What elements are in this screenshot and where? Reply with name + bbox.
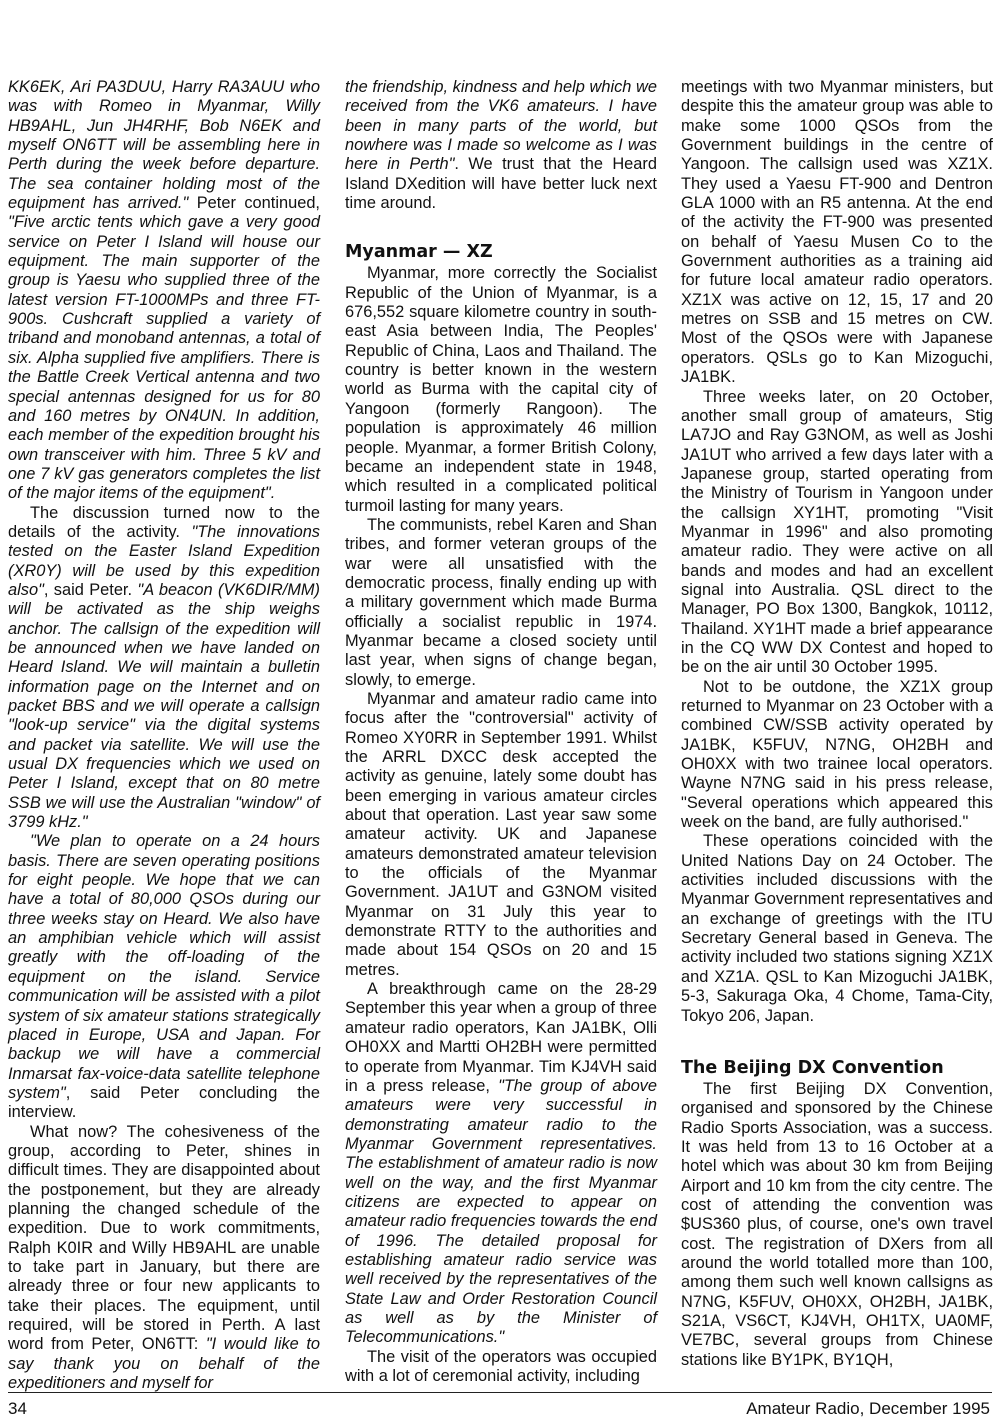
paragraph: Myanmar and amateur radio came into focus after the "controversial" activity of Romeo XY0RR in September 1991. Whilst the ARRL DXCC desk accepted the activity as genuine, lately some doubt has been emerging in various amateur circles about that operation. Last year saw some amateur activity. UK and Japanese amateurs demonstrated amateur television to the officials of the Myanmar Government. JA1UT and G3NOM visited Myanmar on 31 July this year to demonstrate RTTY to the authorities and made about 154 QSOs on 20 and 15 metres. bbox=[345, 689, 657, 979]
paragraph: meetings with two Myanmar ministers, but despite this the amateur group was able to make some 1000 QSOs from the Government buildings in the centre of Yangoon. The callsign used was XZ1X. They used a Yaesu FT-900 and Dentron GLA 1000 with an R5 antenna. At the end of the activity the FT-900 was presented on behalf of Yaesu Musen Co to the Government authorities as a training aid for future local amateur radio operators. XZ1X was active on 12, 15, 17 and 20 metres on SSB and 15 metres on CW. Most of the QSOs were with Japanese operators. QSLs go to Kan Mizoguchi, JA1BK. bbox=[681, 78, 993, 387]
column-3 bbox=[681, 78, 993, 1370]
column-2 bbox=[345, 78, 657, 1386]
paragraph: "We plan to operate on a 24 hours basis. There are seven operating positions for eight people. We hope that we can have a total of 80,000 QSOs during our three weeks stay on Heard. We also have an amphibian vehicle which will assist greatly with the off-loading of the equipment on the island. Service communication will be assisted with a pilot system of six amateur stations strategically placed in Europe, USA and Japan. For backup we will have a commercial Inmarsat fax-voice-data satellite telephone system", said Peter concluding the interview. bbox=[8, 832, 320, 1122]
paragraph: The communists, rebel Karen and Shan tribes, and former veteran groups of the war were all unsatisfied with the democratic process, finally ending up with a military government which made Burma officially a socialist republic in 1974. Myanmar became a closed society until last year, when signs of change began, slowly, to emerge. bbox=[345, 515, 657, 689]
paragraph: What now? The cohesiveness of the group, according to Peter, shines in difficult times. They are disappointed about the postponement, but they are already planning the changed schedule of the expedition. Due to work commitments, Ralph K0IR and Willy HB9AHL are unable to take part in January, but there are already three or four new applicants to take their places. The equipment, until required, will be stored in Perth. A last word from Peter, ON6TT: "I would like to say thank you on behalf of the expeditioners and myself for bbox=[8, 1122, 321, 1393]
paragraph: the friendship, kindness and help which we received from the VK6 amateurs. I have been in many parts of the world, but nowhere was I made so welcome as I was here in Perth". We trust that the Heard Island DXedition will have better luck next time around. bbox=[345, 78, 657, 213]
paragraph: Myanmar, more correctly the Socialist Republic of the Union of Myanmar, is a 676,552 square kilometre country in south-east Asia between India, The Peoples' Republic of China, Laos and Thailand. The country is better known in the western world as Burma with the capital city of Yangoon (formerly Rangoon). The population is approximately 46 million people. Myanmar, a former British Colony, became an independent state in 1948, which resulted in a complicated political turmoil lasting for many years. bbox=[345, 264, 657, 515]
section-heading-myanmar: Myanmar — XZ bbox=[345, 242, 493, 263]
paragraph: Three weeks later, on 20 October, another small group of amateurs, Stig LA7JO and Ray G3NOM, as well as Joshi JA1UT who arrived a few days later with a Japanese group, started operating from the Ministry of Tourism in Yangoon under the callsign XY1HT, promoting "Visit Myanmar in 1996" and also promoting amateur radio. They were active on all bands and modes and had an excellent signal into Australia. QSL direct to the Manager, PO Box 1300, Bangkok, 10112, Thailand. XY1HT made a brief appearance in the CQ WW DX Contest and hoped to be on the air until 30 October 1995. bbox=[681, 387, 993, 677]
page-number: 34 bbox=[8, 1399, 27, 1418]
paragraph: Not to be outdone, the XZ1X group returned to Myanmar on 23 October with a combined CW/SSB activity operated by JA1BK, K5FUV, N7NG, OH2BH and OH0XX with two trainee local operators. Wayne N7NG said in his press release, "Several operations which appeared this week on the band, are fully authorised." bbox=[681, 677, 993, 832]
column-1 bbox=[8, 78, 320, 1393]
footer-divider bbox=[8, 1392, 992, 1393]
section-heading-beijing: The Beijing DX Convention bbox=[681, 1057, 944, 1078]
publication-footer: Amateur Radio, December 1995 bbox=[746, 1399, 990, 1418]
paragraph: The discussion turned now to the details of the activity. "The innovations tested on the Easter Island Expedition (XR0Y) will be used by this expedition also", said Peter. "A beacon (VK6DIR/MM) will be activated as the ship weighs anchor. The callsign of the expedition will be announced when we have landed on Heard Island. We will maintain a bulletin information page on the Internet and on packet BBS and we will operate a callsign "look-up service" via the digital systems and packet via satellite. We will use the usual DX frequencies which we used on Peter I Island, except that on 80 metre SSB we will use the Australian "window" of 3799 kHz." bbox=[8, 503, 320, 832]
paragraph: The first Beijing DX Convention, organised and sponsored by the Chinese Radio Sports Association, was a success. It was held from 13 to 16 October at a hotel which was about 30 km from Beijing Airport and 10 km from the city centre. The cost of attending the convention was $US360 plus, of course, one's own travel cost. The registration of DXers from all around the world totalled more than 100, among them such well known callsigns as N7NG, K5FUV, OH0XX, OH2BH, JA1BK, S21A, VS6CT, KJ4VH, OH1TX, UA0MF, VE7BC, several groups from Chinese stations like BY1PK, BY1QH, bbox=[681, 1079, 993, 1369]
paragraph: The visit of the operators was occupied with a lot of ceremonial activity, including bbox=[345, 1347, 657, 1385]
paragraph: KK6EK, Ari PA3DUU, Harry RA3AUU who was with Romeo in Myanmar, Willy HB9AHL, Jun JH4RHF, Bob N6EK and myself ON6TT will be assembling here in Perth during the week before departure. The sea container holding most of the equipment has arrived." Peter continued, "Five arctic tents which gave a very good service on Peter I Island will house our equipment. The main supporter of the group is Yaesu who supplied three of the latest version FT-1000MPs and three FT-900s. Cushcraft supplied a variety of triband and monoband antennas, a total of six. Alpha supplied five amplifiers. There is the Battle Creek Vertical antenna and two special antennas designed for us for 80 and 160 metres by ON4UN. In addition, each member of the expedition brought his own transceiver with him. Three 5 kV and one 7 kV gas generators completes the list of the major items of the equipment". bbox=[8, 78, 320, 503]
paragraph: A breakthrough came on the 28-29 September this year when a group of three amateur radio operators, Kan JA1BK, Olli OH0XX and Martti OH2BH were permitted to operate from Myanmar. Tim KJ4VH said in a press release, "The group of above amateurs were very successful in demonstrating amateur radio to the Myanmar Government representatives. The establishment of amateur radio is now well on the way, and the first Myanmar citizens are expected to appear on amateur radio frequencies towards the end of 1996. The detailed proposal for establishing amateur radio service was well received by the representatives of the State Law and Order Restoration Council as well as by the Minister of Telecommunications." bbox=[345, 980, 657, 1347]
paragraph: These operations coincided with the United Nations Day on 24 October. The activities included discussions with the Myanmar Government representatives and an exchange of greetings with the ITU Secretary General based in Geneva. The activity included two stations signing XZ1X and XZ1A. QSL to Kan Mizoguchi JA1BK, 5-3, Sakuraga Oka, 4 Chome, Tama-City, Tokyo 206, Japan. bbox=[681, 832, 993, 1025]
